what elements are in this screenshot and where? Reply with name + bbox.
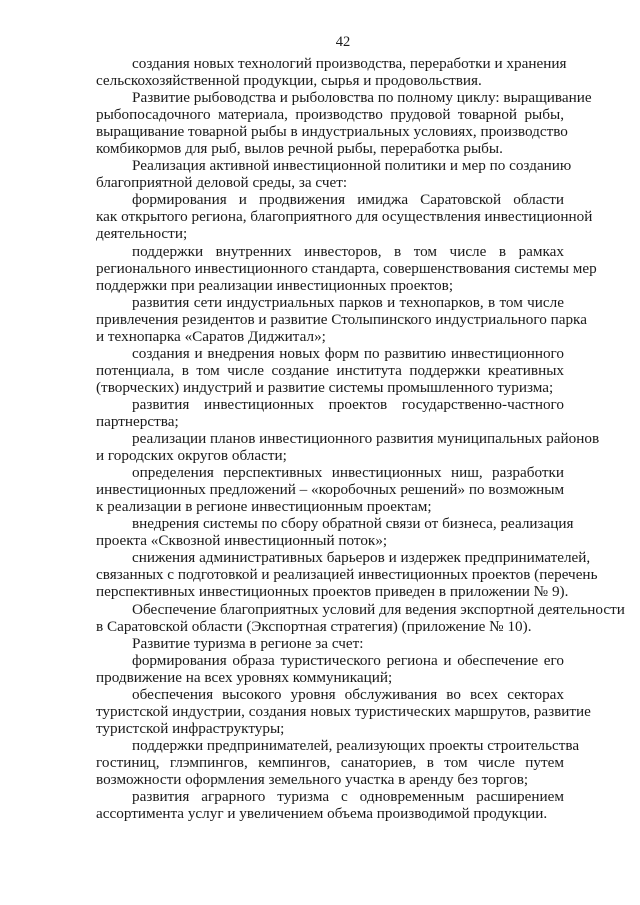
text-line: благоприятной деловой среды, за счет:: [96, 174, 348, 192]
text-line: и городских округов области;: [96, 447, 287, 465]
text-line: как открытого региона, благоприятного для осуществления инвестиционной: [96, 208, 593, 226]
paragraph: [96, 157, 572, 192]
text-line: проекта «Сквозной инвестиционный поток»;: [96, 532, 388, 550]
paragraph: [96, 464, 564, 515]
text-line: поддержки внутренних инвесторов, в том числе в рамках: [132, 242, 564, 260]
text-line: (творческих) индустрий и развитие системы промышленного туризма;: [96, 378, 554, 396]
text-line: перспективных инвестиционных проектов приведен в приложении № 9).: [96, 583, 569, 601]
paragraph: [96, 345, 564, 396]
text-line: туристской индустрии, создания новых туристических маршрутов, развитие: [96, 702, 591, 720]
paragraph: [96, 600, 625, 635]
paragraph: [96, 242, 597, 294]
text-line: к реализации в регионе инвестиционным проектам;: [96, 498, 432, 516]
text-line: сельскохозяйственной продукции, сырья и продовольствия.: [96, 72, 482, 90]
text-line: Реализация активной инвестиционной политики и мер по созданию: [132, 157, 572, 175]
text-line: комбикормов для рыб, вылов речной рыбы, переработка рыбы.: [96, 140, 503, 158]
paragraph: [96, 635, 564, 652]
text-line: связанных с подготовкой и реализацией инвестиционных проектов (перечень: [96, 566, 598, 584]
text-line: возможности оформления земельного участка в аренду без торгов;: [96, 770, 529, 788]
text-line: поддержки предпринимателей, реализующих проекты строительства: [132, 736, 580, 754]
text-line: развития аграрного туризма с одновременным расширением: [132, 788, 564, 806]
text-line: развития сети индустриальных парков и технопарков, в том числе: [132, 293, 564, 311]
text-line: гостиниц, глэмпингов, кемпингов, санаториев, в том числе путем: [96, 753, 564, 771]
text-line: создания и внедрения новых форм по развитию инвестиционного: [132, 344, 564, 362]
text-line: потенциала, в том числе создание института поддержки креативных: [96, 361, 564, 379]
text-line: туристской инфраструктуры;: [96, 719, 285, 737]
paragraph: [96, 396, 564, 430]
paragraph: [96, 736, 580, 788]
text-line: определения перспективных инвестиционных ниш, разработки: [132, 464, 564, 482]
paragraph: [96, 89, 592, 158]
text-line: регионального инвестиционного стандарта, совершенствования системы мер: [96, 259, 597, 277]
paragraph: [96, 55, 567, 90]
text-line: реализации планов инвестиционного развития муниципальных районов: [132, 430, 600, 448]
text-line: продвижение на всех уровнях коммуникаций;: [96, 668, 393, 686]
text-line: Обеспечение благоприятных условий для ведения экспортной деятельности: [132, 600, 625, 618]
paragraph: [96, 430, 600, 465]
paragraph: [96, 293, 587, 345]
text-line: деятельности;: [96, 225, 188, 243]
text-line: привлечения резидентов и развитие Столыпинского индустриального парка: [96, 310, 587, 328]
paragraph: [96, 191, 593, 243]
text-line: формирования и продвижения имиджа Саратовской области: [132, 191, 564, 209]
text-line: формирования образа туристического региона и обеспечение его: [132, 651, 564, 669]
text-line: внедрения системы по сбору обратной связи от бизнеса, реализация: [132, 515, 574, 533]
text-line: рыбопосадочного материала, производство прудовой товарной рыбы,: [96, 106, 564, 124]
page-number: 42: [335, 34, 351, 50]
text-line: выращивание товарной рыбы в индустриальных условиях, производство: [96, 123, 568, 141]
paragraph: [96, 549, 598, 601]
text-line: создания новых технологий производства, переработки и хранения: [132, 55, 567, 72]
paragraph: [96, 515, 574, 550]
text-line: развития инвестиционных проектов государственно-частного: [132, 395, 564, 413]
text-line: инвестиционных предложений – «коробочных решений» по возможным: [96, 481, 565, 499]
text-line: и технопарка «Саратов Диджитал»;: [96, 327, 326, 345]
text-line: Развитие туризма в регионе за счет:: [132, 634, 364, 652]
text-line: снижения административных барьеров и издержек предпринимателей,: [132, 549, 591, 567]
document-body: [96, 55, 625, 823]
text-line: ассортимента услуг и увеличением объема производимой продукции.: [96, 805, 548, 823]
text-line: поддержки при реализации инвестиционных проектов;: [96, 276, 454, 294]
paragraph: [96, 788, 564, 822]
text-line: партнерства;: [96, 412, 179, 430]
text-line: Развитие рыбоводства и рыболовства по полному циклу: выращивание: [132, 89, 592, 107]
paragraph: [96, 652, 564, 686]
paragraph: [96, 685, 591, 737]
text-line: обеспечения высокого уровня обслуживания во всех секторах: [132, 685, 564, 703]
text-line: в Саратовской области (Экспортная стратегия) (приложение № 10).: [96, 617, 532, 635]
